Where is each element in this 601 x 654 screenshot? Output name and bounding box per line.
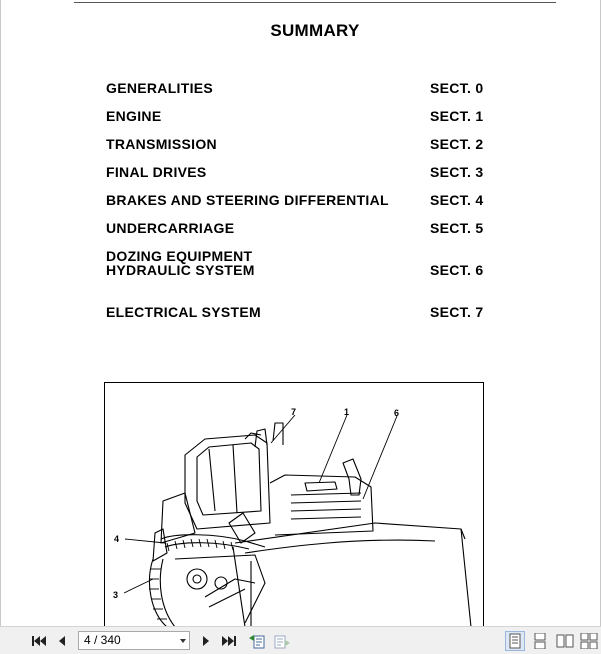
toc-section-name: GENERALITIES <box>106 80 214 96</box>
continuous-view-icon[interactable] <box>530 631 550 651</box>
toc-section-name: BRAKES AND STEERING DIFFERENTIAL <box>106 192 389 208</box>
single-page-view-icon[interactable] <box>505 631 525 651</box>
toc-section-name: DOZING EQUIPMENT <box>106 248 253 264</box>
toc-row <box>106 305 484 321</box>
toc-row <box>106 109 484 125</box>
toc-section-number: SECT. 2 <box>430 136 484 152</box>
continuous-facing-view-icon[interactable] <box>579 631 599 651</box>
toc-row <box>106 165 484 181</box>
chevron-down-icon <box>180 639 186 643</box>
go-back-view-icon[interactable] <box>247 631 267 651</box>
toc-section-number: SECT. 5 <box>430 220 484 236</box>
toc-section-name: TRANSMISSION <box>106 136 217 152</box>
toc-section-name: UNDERCARRIAGE <box>106 220 235 236</box>
toc-section-name-line2: HYDRAULIC SYSTEM <box>106 262 255 278</box>
callout-label: 3 <box>113 590 119 600</box>
toc-section-name: FINAL DRIVES <box>106 164 207 180</box>
toc-section-number: SECT. 3 <box>430 164 484 180</box>
toc-row <box>106 249 484 279</box>
callout-label: 7 <box>291 407 297 417</box>
facing-pages-view-icon[interactable] <box>555 631 575 651</box>
toc-section-number: SECT. 7 <box>430 304 484 320</box>
first-page-icon[interactable] <box>29 631 49 651</box>
page-title: SUMMARY <box>270 21 360 40</box>
toc-row <box>106 137 484 153</box>
viewer-toolbar <box>0 626 601 654</box>
page-border-left <box>0 0 1 626</box>
next-page-icon[interactable] <box>196 631 216 651</box>
page-number-value: 4 / 340 <box>84 633 121 647</box>
toc-section-name: ENGINE <box>106 108 162 124</box>
toc-section-number: SECT. 6 <box>430 262 484 278</box>
callout-label: 6 <box>394 408 400 418</box>
callout-label: 4 <box>114 534 120 544</box>
bulldozer-illustration <box>104 382 484 626</box>
toc-section-name: ELECTRICAL SYSTEM <box>106 304 261 320</box>
last-page-icon[interactable] <box>219 631 239 651</box>
bulldozer-drawing <box>105 383 484 626</box>
toc-row <box>106 221 484 237</box>
toc-row <box>106 81 484 97</box>
callout-label: 1 <box>344 407 350 417</box>
previous-page-icon[interactable] <box>52 631 72 651</box>
go-forward-view-icon[interactable] <box>272 631 292 651</box>
page-top-rule <box>74 2 556 3</box>
toc-row <box>106 193 484 209</box>
toc-section-number: SECT. 4 <box>430 192 484 208</box>
page-number-select[interactable] <box>78 631 190 650</box>
toc-section-number: SECT. 0 <box>430 80 484 96</box>
toc-section-number: SECT. 1 <box>430 108 484 124</box>
